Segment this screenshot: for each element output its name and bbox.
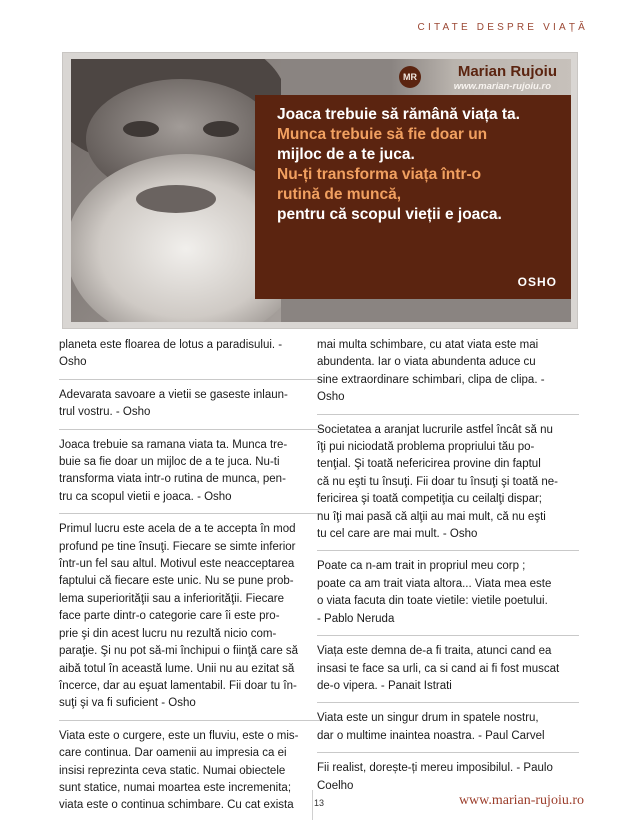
page-header-title: CITATE DESPRE VIAȚĂ xyxy=(417,22,588,33)
banner-line: pentru că scopul vieții e joaca. xyxy=(277,206,502,223)
banner-logo xyxy=(391,59,571,95)
quote-banner-image xyxy=(62,52,578,329)
banner-line: Joaca trebuie să rămână viața ta. xyxy=(277,106,520,123)
banner-line: mijloc de a te juca. xyxy=(277,146,415,163)
banner-line: Munca trebuie să fie doar un xyxy=(277,126,488,143)
quote-entry: Viata este un singur drum in spatele nostru, dar o multime inaintea noastra. - Paul Carvel xyxy=(317,710,579,753)
quote-entry: planeta este floarea de lotus a paradisului. - Osho xyxy=(59,337,321,380)
quote-entry: Primul lucru este acela de a te accepta în mod profund pe tine însuţi. Fiecare se simte inferior într-un fel sau altul. Motivul este neacceptarea faptului că fiecare este unic. Nu se pune prob- lema superiorităţii sau a inferiorităţii. Fiecare face parte dintr-o categorie care îi este pro- prie şi din acest lucru nu rezultă nicio com- paraţie. Şi nu pot să-mi închipui o fiinţă care să aibă totul în această lume. Unii nu au ezitat să încerce, dar au eşuat lamentabil. Fii doar tu în- suţi şi va fi suficient - Osho xyxy=(59,521,321,720)
quote-entry: Joaca trebuie sa ramana viata ta. Munca tre- buie sa fie doar un mijloc de a te juca. Nu-ti transforma viata intr-o rutina de munca, pen- tru ca scopul vietii e joaca. - Osho xyxy=(59,437,321,515)
footer-website-link[interactable]: www.marian-rujoiu.ro xyxy=(458,793,584,808)
left-column xyxy=(59,337,321,829)
banner-inner xyxy=(71,59,571,322)
banner-quote-text xyxy=(277,105,567,225)
quote-entry: mai multa schimbare, cu atat viata este mai abundenta. Iar o viata abundenta aduce cu sine extraordinare schimbari, clipa de clipa. - Osho xyxy=(317,337,579,415)
page-number: 13 xyxy=(313,798,324,808)
logo-name: Marian Rujoiu xyxy=(457,63,557,80)
portrait-photo xyxy=(71,59,281,322)
banner-line: Nu-ți transforma viața într-o xyxy=(277,166,482,183)
quote-entry: Societatea a aranjat lucrurile astfel încât să nu îţi pui niciodată problema propriului tău po- tenţial. Şi toată nefericirea provine din faptul că nu eşti tu însuţi. Fii doar tu însuţi şi toată ne- fericirea şi toată competiţia cu ceilalţi dispar; nu îţi mai pasă că alţii au mai mult, că nu eşti tu cel care are mai mult. - Osho xyxy=(317,422,579,552)
quote-entry: Viața este demna de-a fi traita, atunci cand ea insasi te face sa urli, ca si cand ai fi fost muscat de-o vipera. - Panait Istrati xyxy=(317,643,579,703)
banner-line: rutină de muncă, xyxy=(277,186,402,203)
quote-entry: Adevarata savoare a vietii se gaseste inlaun- trul vostru. - Osho xyxy=(59,387,321,430)
banner-author: OSHO xyxy=(517,275,557,289)
quote-entry: Poate ca n-am trait in propriul meu corp ; poate ca am trait viata altora... Viata mea este o viata facuta din toate vietile: vietile poetului. - Pablo Neruda xyxy=(317,558,579,636)
logo-mark-icon: MR xyxy=(399,66,421,88)
quote-entry: Viata este o curgere, este un fluviu, este o mis- care continua. Dar oamenii au impresia ca ei insisi reprezinta ceva static. Numai obiectele sunt statice, numai moartea este incremenita; viata este o continua schimbare. Cu cat exista xyxy=(59,729,299,812)
right-column xyxy=(317,337,579,809)
logo-url: www.marian-rujoiu.ro xyxy=(453,81,551,92)
quote-entry: Fii realist, dorește-ți mereu imposibilul. - Paulo Coelho xyxy=(317,762,553,792)
quote-text-box xyxy=(255,95,571,299)
